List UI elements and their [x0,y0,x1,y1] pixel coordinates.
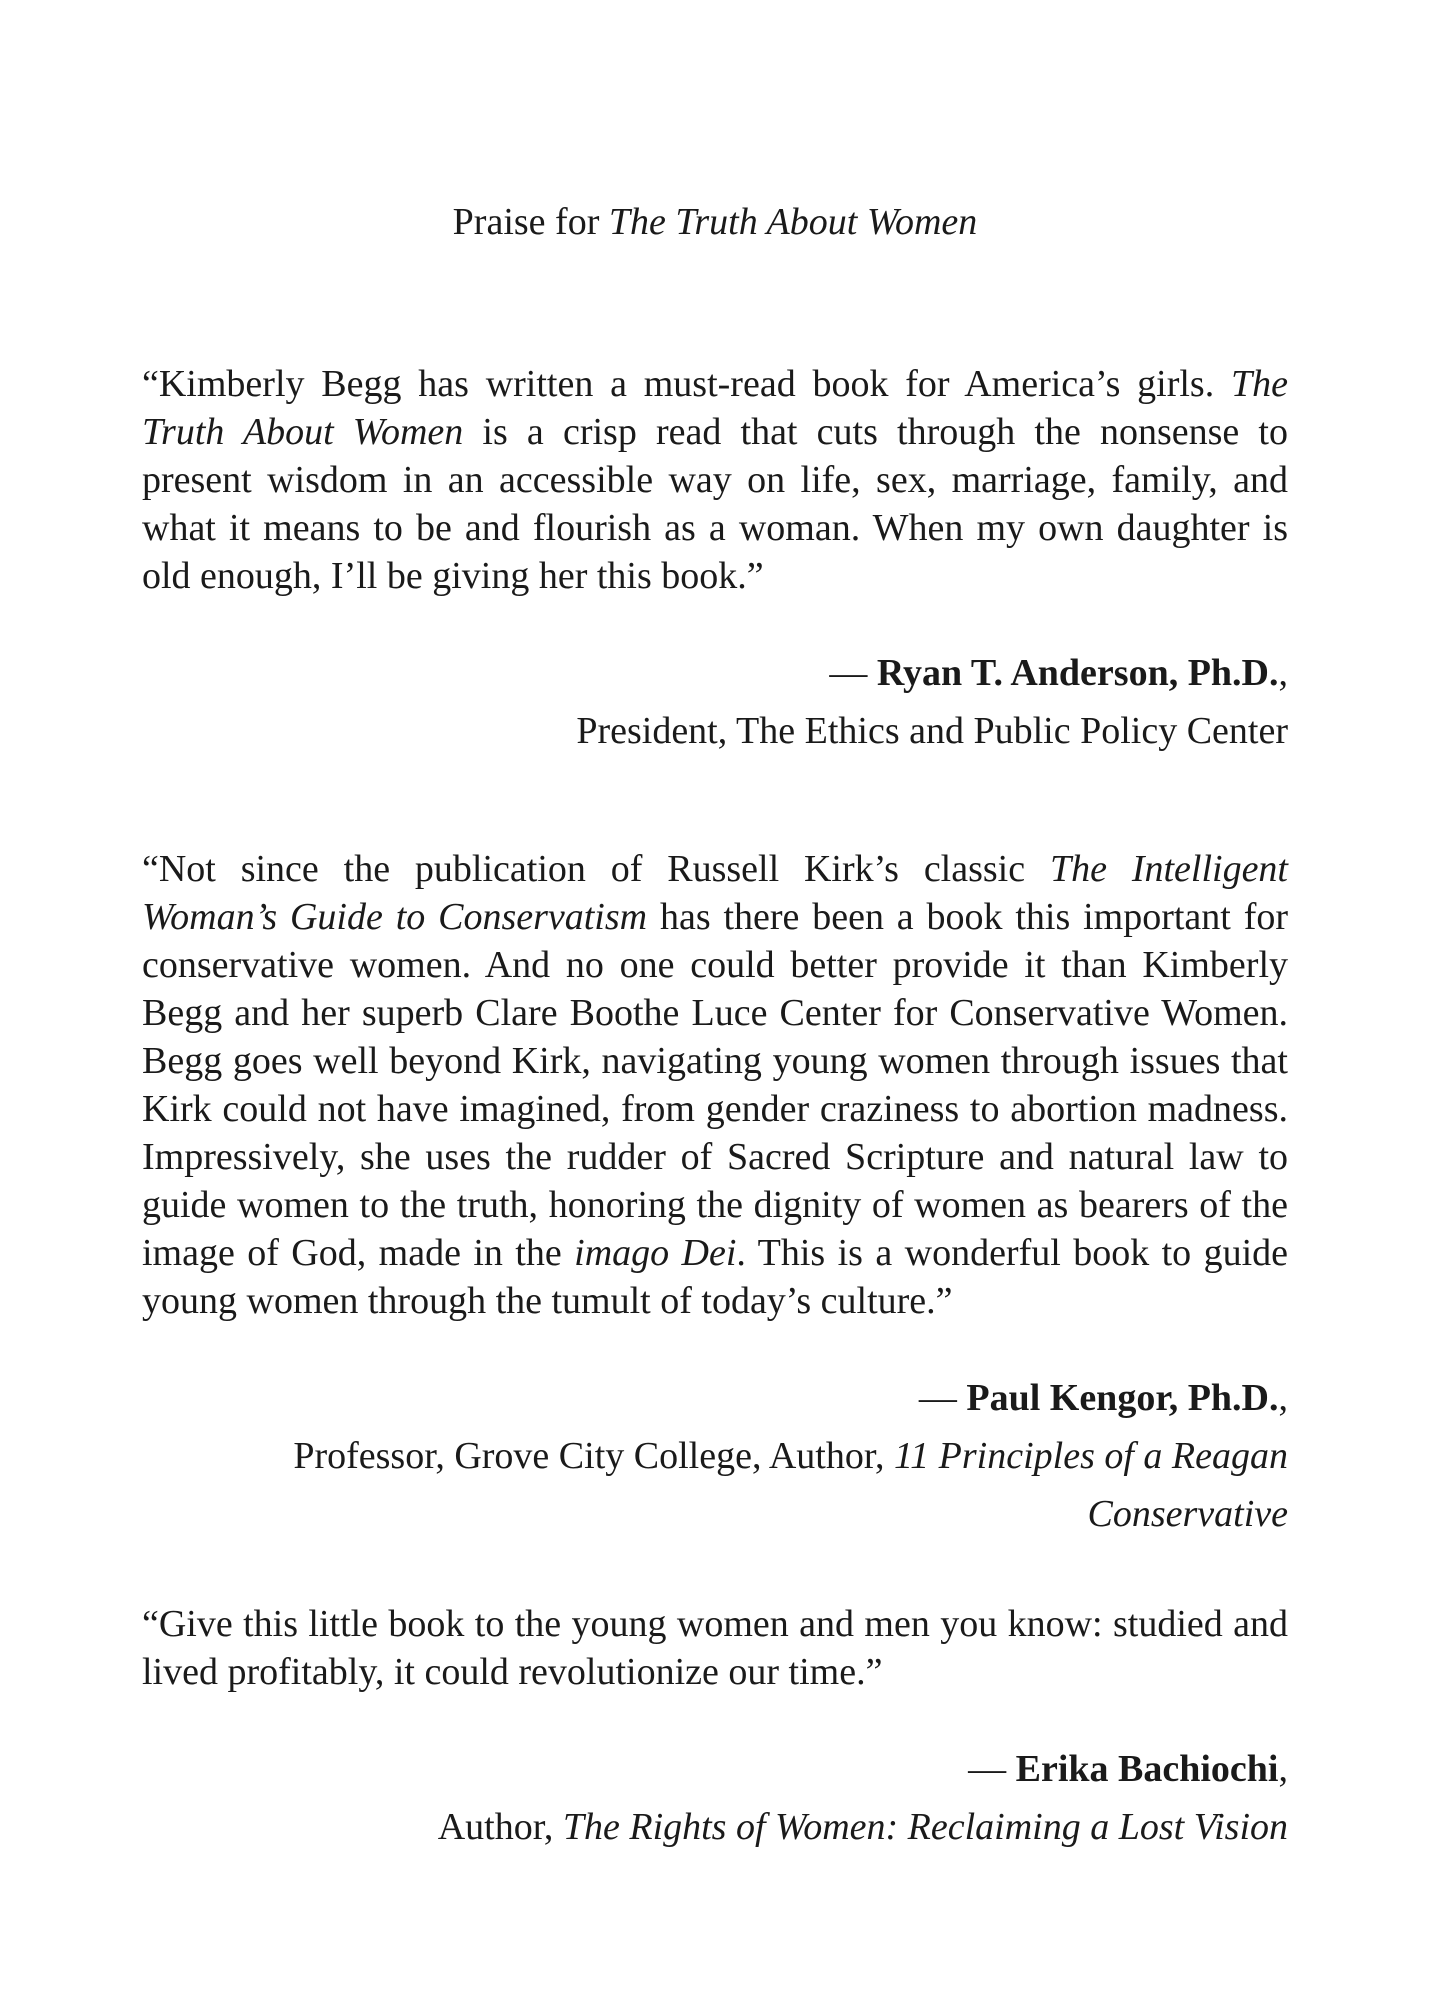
endorser-name: Ryan T. Anderson, Ph.D. [876,652,1279,694]
endorsement-attribution: — Paul Kengor, Ph.D., Professor, Grove City College, Author, 11 Principles of a Reagan Conservative [142,1369,1288,1543]
endorsement-attribution: — Ryan T. Anderson, Ph.D., President, The Ethics and Public Policy Center [142,644,1288,760]
endorsement-3 [142,1600,1288,1856]
endorsement-quote: “Give this little book to the young women and men you know: studied and lived profitably, it could revolutionize our time.” [142,1603,1288,1693]
endorsement-2 [142,845,1288,1543]
endorsement-attribution: — Erika Bachiochi, Author, The Rights of Women: Reclaiming a Lost Vision [142,1740,1288,1856]
endorser-role: Author, The Rights of Women: Reclaiming a Lost Vision [437,1806,1288,1848]
endorsement-1 [142,360,1288,760]
title-book: The Truth About Women [608,201,978,243]
endorsement-quote: “Kimberly Begg has written a must-read book for America’s girls. The Truth About Women is a crisp read that cuts through the nonsense to present wisdom in an accessible way on life, sex, marriage, family, and what it means to be and flourish as a woman. When my own daughter is old enough, I’ll be giving her this book.” [142,363,1288,597]
endorser-name: Erika Bachiochi [1015,1748,1279,1790]
endorser-role: Professor, Grove City College, Author, 11 Principles of a Reagan Conservative [293,1435,1288,1535]
page-title [142,198,1288,246]
title-prefix: Praise for [452,201,609,243]
endorser-role: President, The Ethics and Public Policy Center [576,710,1288,752]
endorser-name: Paul Kengor, Ph.D. [966,1377,1279,1419]
page [142,0,1288,2000]
endorsement-quote: “Not since the publication of Russell Kirk’s classic The Intelligent Woman’s Guide to Conservatism has there been a book this important for conservative women. And no one could better provide it than Kimberly Begg and her superb Clare Boothe Luce Center for Conservative Women. Begg goes well beyond Kirk, navigating young women through issues that Kirk could not have imagined, from gender craziness to abortion madness. Impressively, she uses the rudder of Sacred Scripture and natural law to guide women to the truth, honoring the dignity of women as bearers of the image of God, made in the imago Dei. This is a wonderful book to guide young women through the tumult of today’s culture.” [142,848,1288,1322]
